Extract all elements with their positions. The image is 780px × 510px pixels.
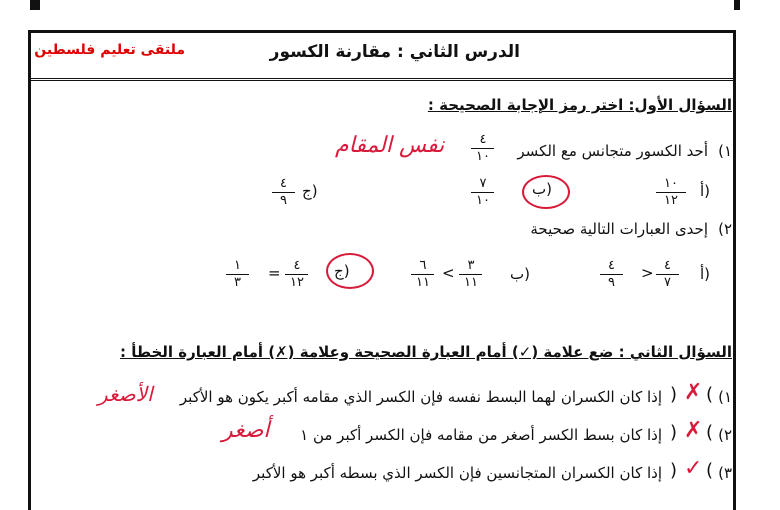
fraction-numerator: ٧ [471, 176, 494, 193]
q2-option-b-right-fraction[interactable] [456, 258, 486, 291]
page-corner-mark [734, 0, 740, 10]
wrong-mark: ✗ [684, 380, 703, 405]
q1-option-c-fraction[interactable] [272, 176, 295, 209]
check-mark: ✓ [684, 456, 703, 481]
section1-heading: السؤال الأول: اختر رمز الإجابة الصحيحة : [427, 96, 732, 114]
fraction-numerator: ٤ [471, 132, 494, 149]
q1-handwritten-note: نفس المقام [335, 133, 445, 158]
statement3-text: إذا كان الكسران المتجانسين فإن الكسر الذي بسطه أكبر هو الأكبر [252, 464, 662, 482]
fraction-numerator: ١٠ [656, 176, 686, 193]
statement3-prefix: ٣) [718, 464, 732, 482]
fraction-numerator: ٤ [272, 176, 295, 193]
fraction-numerator: ١ [226, 258, 249, 275]
q2-option-c-label: ج) [334, 262, 350, 280]
answer-bracket: ( [706, 384, 714, 405]
statement1-prefix: ١) [718, 388, 732, 406]
comparison-sign: > [641, 264, 654, 282]
q2-option-a-label: أ) [700, 265, 711, 283]
answer-bracket: ) [670, 460, 678, 481]
q2-option-a-right-fraction[interactable] [656, 258, 679, 291]
fraction-denominator: ١٢ [664, 193, 678, 208]
answer-bracket: ) [670, 422, 678, 443]
lesson-title: الدرس الثاني : مقارنة الكسور [269, 42, 520, 62]
section2-heading: السؤال الثاني : ضع علامة (✓) أمام العبارة الصحيحة وعلامة (✗) أمام العبارة الخطأ : [119, 343, 732, 361]
q1-prefix: ١) [718, 142, 732, 160]
statement2-prefix: ٢) [718, 426, 732, 444]
brand-label: ملتقى تعليم فلسطين [34, 42, 185, 58]
answer-bracket: ) [670, 384, 678, 405]
q2-option-a-left-fraction[interactable] [600, 258, 623, 291]
q2-text: إحدى العبارات التالية صحيحة [530, 220, 708, 238]
fraction-denominator: ٩ [280, 193, 287, 208]
q2-prefix: ٢) [718, 220, 732, 238]
q1-text: أحد الكسور متجانس مع الكسر [517, 142, 708, 160]
q1-fraction [468, 132, 498, 165]
fraction-numerator: ٤ [600, 258, 623, 275]
q2-option-b-label: ب) [510, 265, 530, 283]
q1-option-b-fraction[interactable] [468, 176, 498, 209]
fraction-denominator: ٧ [664, 275, 671, 290]
fraction-denominator: ١١ [464, 275, 478, 290]
q1-option-a-fraction[interactable] [656, 176, 686, 209]
wrong-mark: ✗ [684, 418, 703, 443]
fraction-denominator: ١٠ [476, 193, 490, 208]
comparison-sign: < [442, 264, 455, 282]
fraction-numerator: ٦ [411, 258, 434, 275]
answer-bracket: ( [706, 422, 714, 443]
fraction-numerator: ٤ [285, 258, 308, 275]
fraction-denominator: ١٢ [290, 275, 304, 290]
q2-option-c-left-fraction[interactable] [226, 258, 249, 291]
fraction-denominator: ١١ [416, 275, 430, 290]
fraction-denominator: ٩ [608, 275, 615, 290]
page-corner-mark [30, 0, 40, 10]
header-divider [28, 78, 736, 81]
q1-option-a-label: أ) [700, 182, 711, 200]
q2-option-b-left-fraction[interactable] [408, 258, 438, 291]
fraction-denominator: ٣ [234, 275, 241, 290]
q1-option-b-label: ب) [532, 180, 552, 198]
answer-bracket: ( [706, 460, 714, 481]
q1-option-c-label: ج) [302, 182, 318, 200]
fraction-denominator: ١٠ [476, 149, 490, 164]
statement1-text: إذا كان الكسران لهما البسط نفسه فإن الكسر الذي مقامه أكبر يكون هو الأكبر [179, 388, 662, 406]
q2-option-c-right-fraction[interactable] [282, 258, 312, 291]
fraction-numerator: ٤ [656, 258, 679, 275]
statement1-correction: الأصغر [98, 382, 153, 406]
statement2-correction: أصغر [222, 418, 270, 443]
comparison-sign: = [268, 264, 281, 282]
fraction-numerator: ٣ [459, 258, 482, 275]
statement2-text: إذا كان بسط الكسر أصغر من مقامه فإن الكسر أكبر من ١ [300, 426, 662, 444]
